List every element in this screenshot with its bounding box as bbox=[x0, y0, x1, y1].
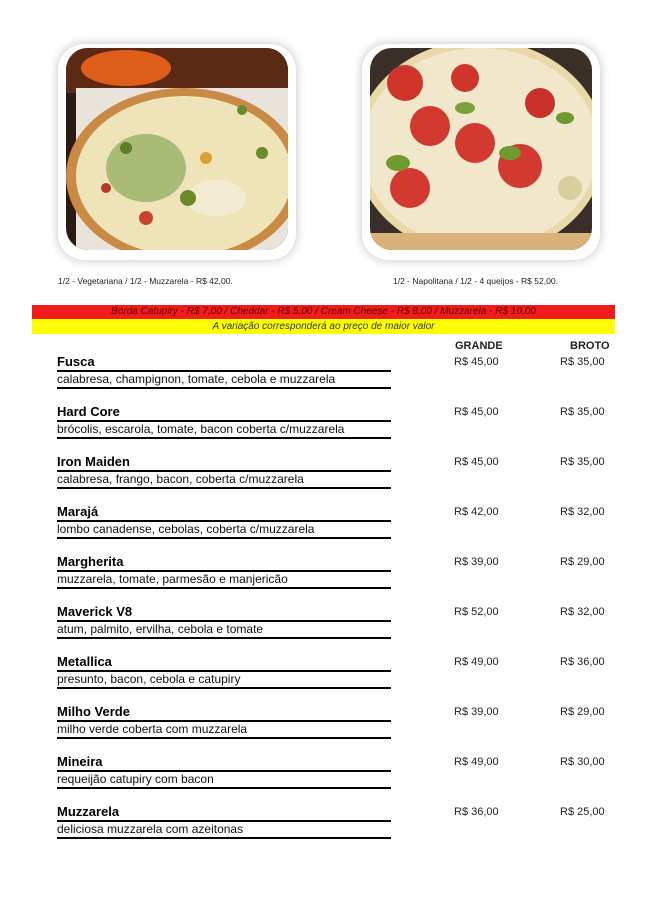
item-divider bbox=[57, 737, 391, 739]
item-name: Mineira bbox=[57, 754, 103, 769]
price-broto: R$ 35,00 bbox=[560, 456, 605, 468]
item-description: atum, palmito, ervilha, cebola e tomate bbox=[57, 622, 264, 636]
price-broto: R$ 29,00 bbox=[560, 706, 605, 718]
menu-item bbox=[57, 454, 617, 504]
item-divider bbox=[57, 537, 391, 539]
item-name: Iron Maiden bbox=[57, 454, 130, 469]
item-description: milho verde coberta com muzzarela bbox=[57, 722, 248, 736]
price-grande: R$ 39,00 bbox=[454, 706, 499, 718]
price-broto: R$ 32,00 bbox=[560, 506, 605, 518]
price-broto: R$ 35,00 bbox=[560, 406, 605, 418]
caption-left: 1/2 - Vegetariana / 1/2 - Muzzarela - R$ 42,00. bbox=[58, 276, 233, 286]
item-description: presunto, bacon, cebola e catupiry bbox=[57, 672, 241, 686]
item-description: deliciosa muzzarela com azeitonas bbox=[57, 822, 244, 836]
item-divider bbox=[57, 687, 391, 689]
item-name: Marajá bbox=[57, 504, 99, 519]
pizza-photo-vegetariana bbox=[58, 44, 296, 260]
item-divider bbox=[57, 387, 391, 389]
price-grande: R$ 39,00 bbox=[454, 556, 499, 568]
price-grande: R$ 49,00 bbox=[454, 756, 499, 768]
menu-item bbox=[57, 704, 617, 754]
item-description: calabresa, champignon, tomate, cebola e muzzarela bbox=[57, 372, 336, 386]
item-divider bbox=[57, 787, 391, 789]
column-header-broto: BROTO bbox=[570, 340, 610, 352]
item-description: muzzarela, tomate, parmesão e manjericão bbox=[57, 572, 288, 586]
price-grande: R$ 52,00 bbox=[454, 606, 499, 618]
pizza-photo-napolitana bbox=[362, 44, 600, 260]
menu-item bbox=[57, 654, 617, 704]
price-broto: R$ 29,00 bbox=[560, 556, 605, 568]
borders-banner: Borda Catupiry - R$ 7,00 / Cheddar - R$ 5,00 / Cream Cheese - R$ 8,00 / Muzzarela - R$ 10,00 bbox=[32, 305, 615, 319]
item-divider bbox=[57, 587, 391, 589]
item-divider bbox=[57, 637, 391, 639]
item-description: lombo canadense, cebolas, coberta c/muzzarela bbox=[57, 522, 315, 536]
item-name: Margherita bbox=[57, 554, 124, 569]
menu-item bbox=[57, 604, 617, 654]
item-description: requeijão catupiry com bacon bbox=[57, 772, 214, 786]
item-divider bbox=[57, 437, 391, 439]
price-grande: R$ 45,00 bbox=[454, 406, 499, 418]
item-name: Fusca bbox=[57, 354, 95, 369]
pizza-menu-list bbox=[57, 354, 617, 854]
item-name: Milho Verde bbox=[57, 704, 130, 719]
price-broto: R$ 35,00 bbox=[560, 356, 605, 368]
menu-item bbox=[57, 404, 617, 454]
price-grande: R$ 36,00 bbox=[454, 806, 499, 818]
item-description: brócolis, escarola, tomate, bacon coberta c/muzzarela bbox=[57, 422, 345, 436]
pizza-image-right bbox=[370, 48, 592, 250]
item-divider bbox=[57, 837, 391, 839]
pizza-image-left bbox=[66, 48, 288, 250]
menu-item bbox=[57, 354, 617, 404]
item-name: Maverick V8 bbox=[57, 604, 133, 619]
menu-item bbox=[57, 554, 617, 604]
item-divider bbox=[57, 487, 391, 489]
price-broto: R$ 32,00 bbox=[560, 606, 605, 618]
price-grande: R$ 45,00 bbox=[454, 456, 499, 468]
menu-item bbox=[57, 804, 617, 854]
menu-item bbox=[57, 754, 617, 804]
item-description: calabresa, frango, bacon, coberta c/muzzarela bbox=[57, 472, 304, 486]
price-broto: R$ 36,00 bbox=[560, 656, 605, 668]
item-name: Hard Core bbox=[57, 404, 120, 419]
caption-right: 1/2 - Napolitana / 1/2 - 4 queijos - R$ 52,00. bbox=[393, 276, 558, 286]
item-name: Metallica bbox=[57, 654, 112, 669]
price-grande: R$ 49,00 bbox=[454, 656, 499, 668]
price-broto: R$ 30,00 bbox=[560, 756, 605, 768]
price-broto: R$ 25,00 bbox=[560, 806, 605, 818]
price-grande: R$ 45,00 bbox=[454, 356, 499, 368]
price-note-banner: A variação corresponderá ao preço de maior valor bbox=[32, 319, 615, 334]
item-name: Muzzarela bbox=[57, 804, 120, 819]
menu-item bbox=[57, 504, 617, 554]
column-header-grande: GRANDE bbox=[455, 340, 503, 352]
price-grande: R$ 42,00 bbox=[454, 506, 499, 518]
